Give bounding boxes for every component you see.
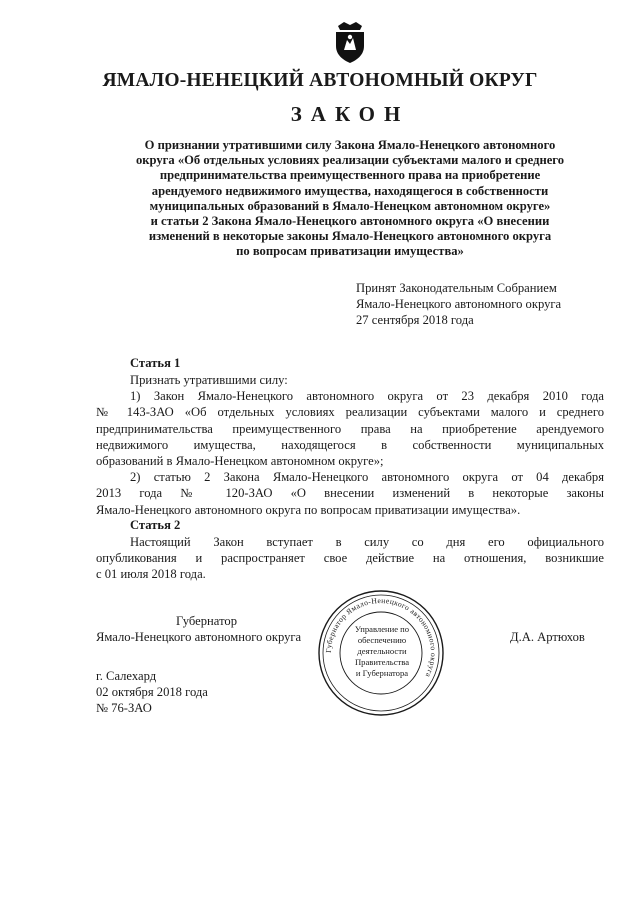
article-1-item1-line: № 143-ЗАО «Об отдельных условиях реализации субъектами малого и среднего bbox=[96, 405, 604, 420]
subject-line: О признании утратившими силу Закона Ямало-Ненецкого автономного bbox=[144, 138, 556, 152]
seal-inner-line: и Губернатора bbox=[355, 668, 409, 678]
article-1-item2-line: 2013 года № 120-ЗАО «О внесении изменений в некоторые законы bbox=[96, 486, 604, 501]
article-2-body bbox=[96, 534, 604, 583]
article-1-item2-line: 2) статью 2 Закона Ямало-Ненецкого автономного округа от 04 декабря bbox=[130, 470, 604, 485]
adoption-line: Принят Законодательным Собранием bbox=[356, 281, 557, 295]
article-1-item1-line: недвижимого имущества, находящегося в собственности муниципальных bbox=[96, 437, 604, 452]
subject-line: и статьи 2 Закона Ямало-Ненецкого автономного округа «О внесении bbox=[150, 214, 550, 229]
official-seal bbox=[316, 588, 446, 718]
adoption-note bbox=[356, 280, 561, 328]
signatory-name: Д.А. Артюхов bbox=[510, 630, 585, 644]
article-2-line: опубликования и распространяет свое действие на отношения, возникшие bbox=[96, 551, 604, 566]
place-of-signing: г. Салехард bbox=[96, 669, 157, 683]
article-1-intro: Признать утратившими силу: bbox=[130, 373, 288, 387]
article-1-title: Статья 1 bbox=[130, 356, 181, 370]
subject-line: арендуемого недвижимого имущества, находящегося в собственности bbox=[151, 183, 549, 198]
signing-date: 02 октября 2018 года bbox=[96, 685, 208, 699]
article-1-item1-line: 1) Закон Ямало-Ненецкого автономного округа от 23 декабря 2010 года bbox=[130, 389, 604, 404]
article-2-line: Настоящий Закон вступает в силу со дня его официального bbox=[130, 535, 604, 549]
coat-of-arms-icon bbox=[332, 20, 368, 64]
article-2-line: с 01 июля 2018 года. bbox=[96, 567, 206, 582]
article-1-item2-line: Ямало-Ненецкого автономного округа по вопросам приватизации имущества». bbox=[96, 502, 521, 517]
seal-inner-line: Правительства bbox=[354, 657, 410, 667]
adoption-line: Ямало-Ненецкого автономного округа bbox=[356, 297, 562, 311]
law-title: ЗАКОН bbox=[290, 102, 410, 126]
subject-line: предпринимательства преимущественного права на приобретение bbox=[159, 168, 541, 183]
seal-ring-text: Губернатор Ямало-Ненецкого автономного округа bbox=[323, 595, 439, 679]
article-1-item1-line: образований в Ямало-Ненецком автономном округе»; bbox=[96, 454, 384, 469]
law-number: № 76-ЗАО bbox=[96, 701, 152, 715]
seal-inner-line: Управление по bbox=[354, 624, 410, 634]
region-title: ЯМАЛО-НЕНЕЦКИЙ АВТОНОМНЫЙ ОКРУГ bbox=[102, 70, 538, 91]
law-subject bbox=[80, 138, 620, 260]
article-2-title: Статья 2 bbox=[130, 518, 181, 532]
subject-line: муниципальных образований в Ямало-Ненецком автономном округе» bbox=[149, 198, 551, 213]
subject-line: изменений в некоторые законы Ямало-Ненецкого автономного округа bbox=[148, 229, 552, 244]
signatory-region: Ямало-Ненецкого автономного округа bbox=[96, 630, 302, 644]
article-1-body bbox=[96, 372, 604, 518]
adoption-line: 27 сентября 2018 года bbox=[356, 313, 474, 327]
seal-inner-line: деятельности bbox=[357, 646, 407, 656]
subject-line: по вопросам приватизации имущества» bbox=[236, 244, 464, 259]
seal-inner-line: обеспечению bbox=[357, 635, 407, 645]
signatory-position: Губернатор bbox=[176, 614, 237, 628]
subject-line: округа «Об отдельных условиях реализации субъектами малого и среднего bbox=[135, 153, 565, 168]
article-1-item1-line: предпринимательства преимущественного права на приобретение арендуемого bbox=[96, 421, 604, 436]
